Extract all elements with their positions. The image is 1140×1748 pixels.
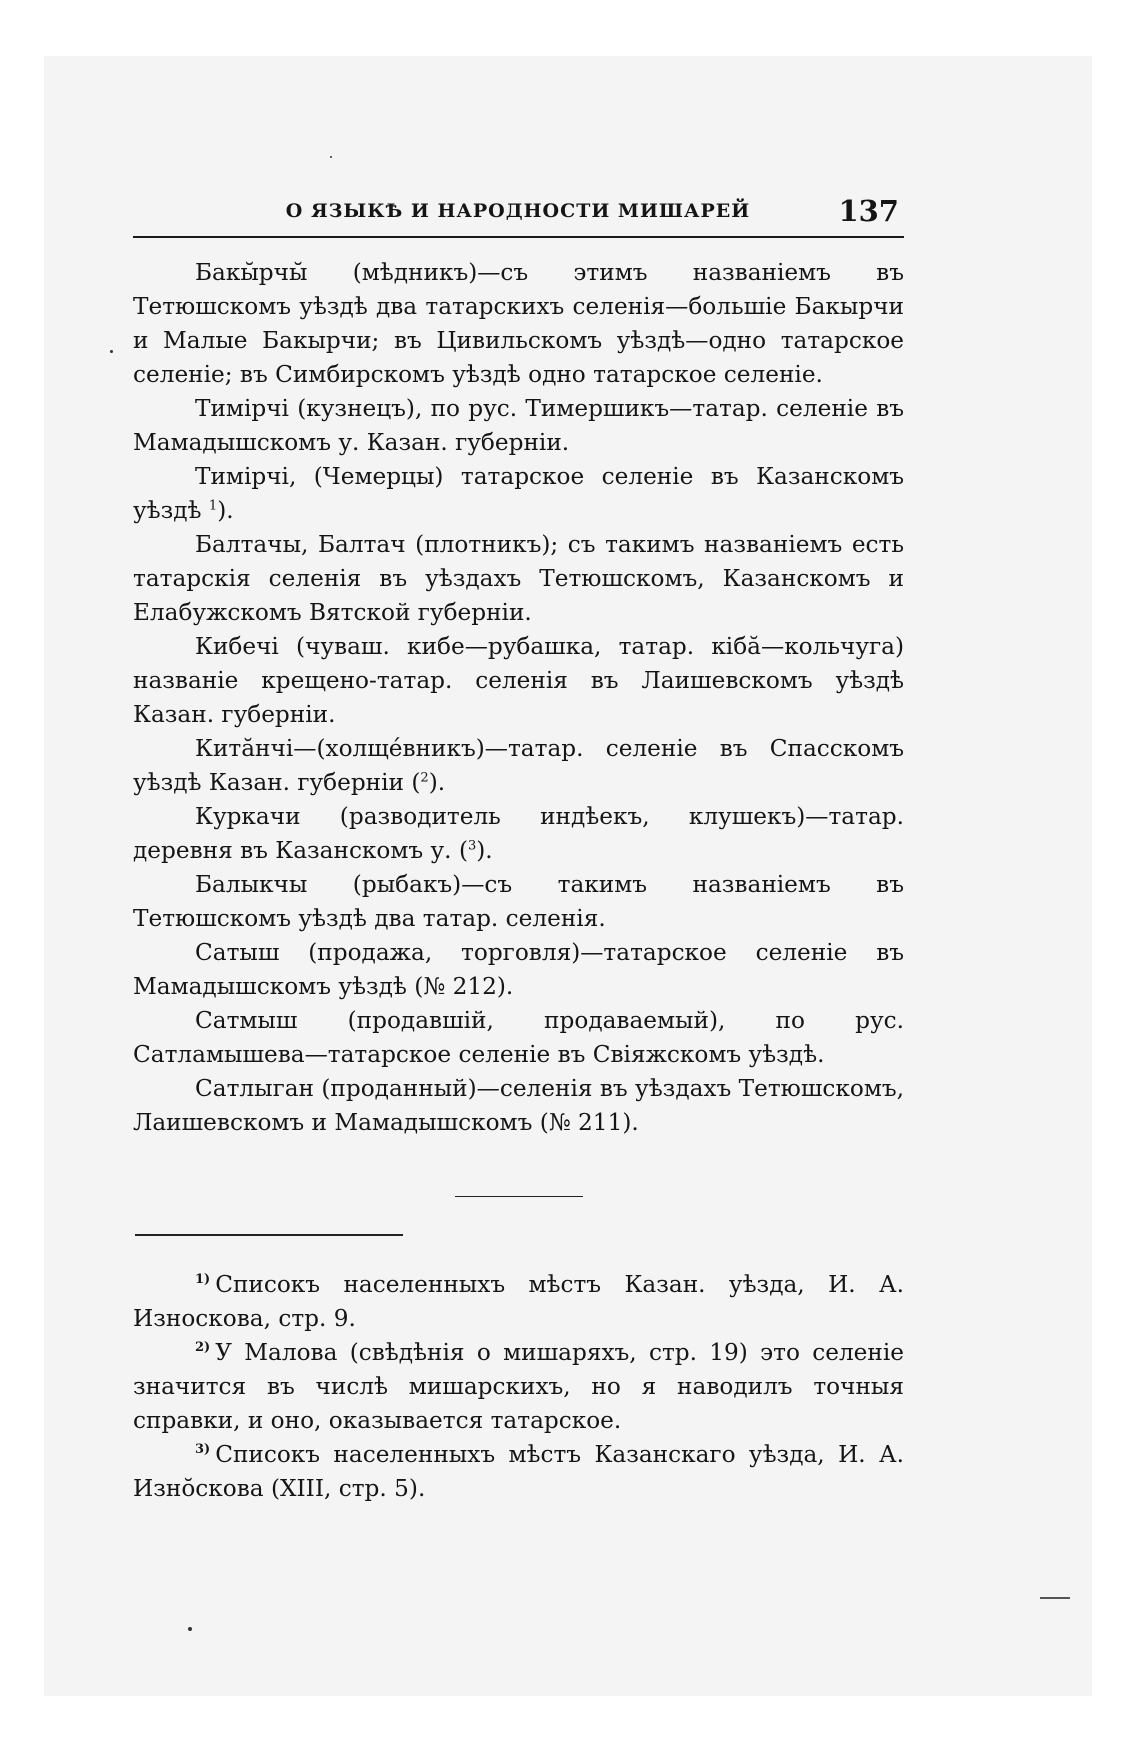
paren-open: ( — [411, 769, 421, 796]
footnote-divider — [135, 1234, 403, 1236]
footnote-mark: 3) — [195, 1442, 211, 1458]
footnote-ref-2: 2 — [420, 770, 429, 786]
scan-speck — [330, 156, 332, 158]
paragraph-balykchy: Балыкчы (рыбакъ)—съ такимъ названіемъ въ Тетюшскомъ уѣздѣ два татар. селенія. — [133, 871, 904, 932]
body-text — [133, 256, 904, 1140]
footnote-mark: 2) — [195, 1340, 211, 1356]
running-title: О ЯЗЫКѢ И НАРОДНОСТИ МИШАРЕЙ — [285, 200, 751, 222]
paragraph-kurkachi — [133, 800, 904, 868]
footnote-ref-3: 3 — [467, 838, 477, 854]
paragraph-baltachy: Балтачы, Балтач (плотникъ); съ такимъ названіемъ есть татарскія селенія въ уѣздахъ Тетюшскомъ, Казанскомъ и Елабужскомъ Вятской губерніи. — [133, 531, 904, 626]
footnotes — [133, 1268, 904, 1506]
paragraph-satmysh: Сатмыш (продавшій, продаваемый), по рус. Сатламышева—татарское селеніе въ Свіяжскомъ уѣздѣ. — [133, 1007, 904, 1068]
paragraph-text: Китăнчі—(холще́вникъ)—татар. селеніе въ Спасскомъ уѣздѣ Казан. губерніи — [133, 735, 904, 796]
paragraph-tail: ). — [428, 769, 446, 796]
paragraph-tail: ). — [476, 837, 493, 864]
paragraph-tail: ). — [217, 497, 234, 524]
scan-speck — [110, 350, 113, 353]
page-number: 137 — [838, 194, 899, 228]
footnote-1 — [133, 1268, 904, 1336]
footnote-text: Списокъ населенныхъ мѣстъ Казанскаго уѣзда, И. А. Изно̆скова (XIII, стр. 5). — [133, 1441, 904, 1502]
paren-open: ( — [458, 837, 468, 864]
running-header — [133, 196, 903, 234]
footnote-ref-1: 1 — [208, 498, 218, 514]
paragraph-satysh: Сатыш (продажа, торговля)—татарское селеніе въ Мамадышскомъ уѣздѣ (№ 212). — [133, 939, 904, 1000]
footnote-text: У Малова (свѣдѣнія о мишаряхъ, стр. 19) это селеніе значится въ числѣ мишарскихъ, но я наводилъ точныя справки, и оно, оказывается татарское. — [133, 1339, 904, 1434]
paragraph-satlygan: Сатлыган (проданный)—селенія въ уѣздахъ Тетюшскомъ, Лаишевскомъ и Мамадышскомъ (№ 211). — [133, 1075, 904, 1136]
footnote-2 — [133, 1336, 904, 1438]
footnote-text: Списокъ населенныхъ мѣстъ Казан. уѣзда, И. А. Износкова, стр. 9. — [133, 1271, 904, 1332]
footnote-mark: 1) — [195, 1272, 211, 1288]
paragraph-kibechi: Кибечі (чуваш. кибе—рубашка, татар. кібă—кольчуга) названіе крещено-татар. селенія въ Лаишевскомъ уѣздѣ Казан. губерніи. — [133, 633, 904, 728]
paragraph-bakyrchy: Бакы̆рчы̆ (мѣдникъ)—съ этимъ названіемъ въ Тетюшскомъ уѣздѣ два татарскихъ селенія—большіе Бакырчи и Малые Бакырчи; въ Цивильскомъ уѣздѣ—одно татарское селеніе; въ Симбирскомъ уѣздѣ одно татарское селеніе. — [133, 259, 904, 388]
header-rule — [133, 236, 904, 238]
scan-edge-mark — [1040, 1597, 1070, 1599]
footnote-3 — [133, 1438, 904, 1506]
section-divider — [455, 1196, 583, 1197]
paragraph-kitanchi — [133, 732, 904, 800]
paragraph-timirchi-2 — [133, 460, 904, 528]
scan-speck — [188, 1627, 192, 1631]
paragraph-text: Куркачи (разводитель индѣекъ, клушекъ)—татар. деревня въ Казанскомъ у. — [133, 803, 904, 864]
paragraph-text: Тимірчі, (Чемерцы) татарское селеніе въ Казанскомъ уѣздѣ — [133, 463, 904, 524]
paragraph-timirchi-1: Тимірчі (кузнецъ), по рус. Тимершикъ—татар. селеніе въ Мамадышскомъ у. Казан. губерніи. — [133, 395, 904, 456]
